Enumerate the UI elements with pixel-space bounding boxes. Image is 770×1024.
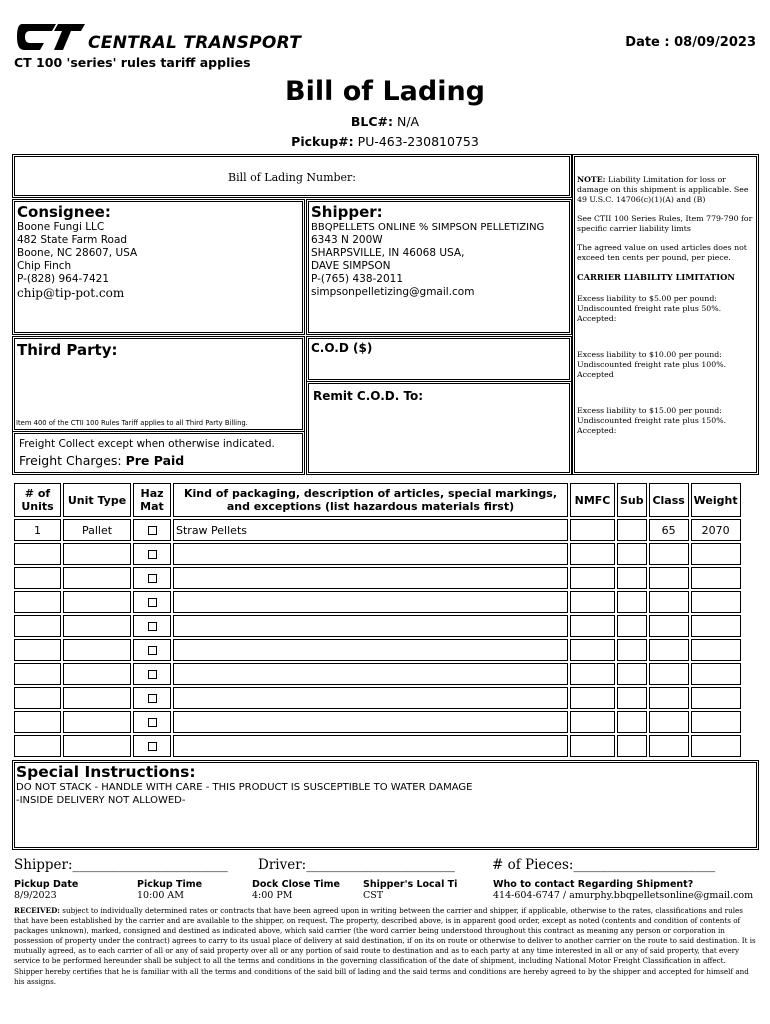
liability-note-label: NOTE: bbox=[577, 175, 606, 184]
third-party-box bbox=[14, 338, 303, 430]
cell-weight bbox=[691, 567, 741, 589]
cell-units bbox=[14, 663, 61, 685]
col-unit-type: Unit Type bbox=[63, 483, 131, 517]
pickup-label: Pickup#: bbox=[291, 134, 354, 149]
cell-description bbox=[173, 639, 568, 661]
cell-unit-type bbox=[63, 615, 131, 637]
cell-unit-type bbox=[63, 735, 131, 757]
cell-hazmat bbox=[133, 687, 171, 709]
table-row bbox=[14, 639, 741, 661]
liability-agreed: The agreed value on used articles does not exceed ten cents per pound, per piece. bbox=[577, 243, 747, 262]
received-text: subject to individually determined rates or contracts that have been agreed upon in writing between the carrier and shipper, if applicable, otherwise to the rates, classifications and rules that have been established by the carrier and are available to the shipper, on request. The property, described above, is in apparent good order, except as noted (contents and condition of contents of packages unknown), marked, consigned and destined as indicated above, which said carrier (the word carrier being understood throughout this contract as meaning any person or corporation in possession of property under the contract) agrees to carry to its usual place of delivery at said destination, if on its on route or otherwise to deliver to another carrier on the route to said destination. It is mutually agreed, as to each carrier of all or any of said property over all or any portion of said route to destination and as to each party at any time interested in all or any of said property, that every service to be performed hereunder shall be subject to all the terms and conditions in the governing classification of the date of shipment, including National Motor Freight Classification in affect. Shipper hereby certifies that he is familiar with all the terms and conditions of the said bill of lading and the said terms and conditions are hereby agreed to by the shipper and accepted for himself and his assigns. bbox=[14, 906, 756, 986]
cell-sub bbox=[617, 735, 647, 757]
cell-nmfc bbox=[570, 591, 615, 613]
items-table bbox=[12, 481, 743, 759]
cell-sub bbox=[617, 615, 647, 637]
freight-box bbox=[14, 433, 303, 473]
hazmat-checkbox[interactable] bbox=[148, 622, 157, 631]
cell-weight: 2070 bbox=[691, 519, 741, 541]
cell-hazmat bbox=[133, 591, 171, 613]
liability-box bbox=[574, 156, 757, 473]
blc-label: BLC#: bbox=[350, 114, 394, 129]
cell-weight bbox=[691, 711, 741, 733]
contact-value: 414-604-6747 / amurphy.bbqpelletsonline@gmail.com bbox=[493, 890, 754, 901]
cell-unit-type bbox=[63, 687, 131, 709]
freight-collect-note: Freight Collect except when otherwise indicated. bbox=[19, 438, 275, 450]
col-weight: Weight bbox=[691, 483, 741, 517]
cell-hazmat bbox=[133, 663, 171, 685]
cell-weight bbox=[691, 615, 741, 637]
shipper-signature[interactable]: Shipper:_______________________ bbox=[14, 857, 228, 873]
special-instructions-box bbox=[14, 762, 757, 848]
cell-description bbox=[173, 543, 568, 565]
cell-units bbox=[14, 591, 61, 613]
table-row bbox=[14, 735, 741, 757]
local-time-label: Shipper's Local Ti bbox=[363, 879, 458, 890]
hazmat-checkbox[interactable] bbox=[148, 550, 157, 559]
cell-description bbox=[173, 591, 568, 613]
cell-class: 65 bbox=[649, 519, 689, 541]
cell-sub bbox=[617, 567, 647, 589]
shipper-contact: DAVE SIMPSON bbox=[311, 260, 391, 272]
consignee-email: chip@tip-pot.com bbox=[17, 286, 125, 300]
pickup-value: PU-463-230810753 bbox=[357, 134, 479, 149]
liability-rules: See CTII 100 Series Rules, Item 779-790 for specific carrier liability limts bbox=[577, 214, 753, 233]
contact-label: Who to contact Regarding Shipment? bbox=[493, 879, 694, 890]
cell-unit-type bbox=[63, 663, 131, 685]
cell-units bbox=[14, 687, 61, 709]
shipper-phone: P-(765) 438-2011 bbox=[311, 273, 404, 285]
cell-sub bbox=[617, 711, 647, 733]
liability-note-text: Liability Limitation for loss or damage on this shipment is applicable. See 49 U.S.C. 14706(c)(1)(A) and (B) bbox=[577, 175, 749, 204]
table-header-row bbox=[14, 483, 741, 517]
cod-box bbox=[308, 338, 570, 380]
table-row bbox=[14, 567, 741, 589]
cell-class bbox=[649, 615, 689, 637]
blc-number bbox=[0, 114, 770, 129]
liability-note bbox=[577, 175, 754, 205]
cell-class bbox=[649, 663, 689, 685]
cell-unit-type bbox=[63, 711, 131, 733]
cell-hazmat bbox=[133, 711, 171, 733]
cell-unit-type bbox=[63, 567, 131, 589]
cell-units: 1 bbox=[14, 519, 61, 541]
page-title: Bill of Lading bbox=[285, 76, 485, 107]
dock-close-value: 4:00 PM bbox=[252, 890, 293, 901]
cell-nmfc bbox=[570, 639, 615, 661]
third-party-title: Third Party: bbox=[17, 341, 118, 359]
cell-nmfc bbox=[570, 663, 615, 685]
cell-units bbox=[14, 735, 61, 757]
cell-nmfc bbox=[570, 687, 615, 709]
cell-nmfc bbox=[570, 543, 615, 565]
cell-description bbox=[173, 687, 568, 709]
table-row bbox=[14, 591, 741, 613]
consignee-box bbox=[14, 201, 303, 333]
cell-nmfc bbox=[570, 711, 615, 733]
cell-sub bbox=[617, 639, 647, 661]
hazmat-checkbox[interactable] bbox=[148, 526, 157, 535]
cell-description bbox=[173, 711, 568, 733]
consignee-contact: Chip Finch bbox=[17, 260, 72, 272]
cell-sub bbox=[617, 519, 647, 541]
cell-hazmat bbox=[133, 543, 171, 565]
hazmat-checkbox[interactable] bbox=[148, 646, 157, 655]
consignee-address2: Boone, NC 28607, USA bbox=[17, 247, 138, 259]
remit-cod-box bbox=[308, 383, 570, 473]
liability-tier1: Excess liability to $5.00 per pound: Undiscounted freight rate plus 50%. Accepted: bbox=[577, 294, 722, 323]
liability-tier3: Excess liability to $15.00 per pound: Undiscounted freight rate plus 150%. Accepted: bbox=[577, 406, 727, 435]
col-sub: Sub bbox=[617, 483, 647, 517]
pieces-count[interactable]: # of Pieces:_____________________ bbox=[492, 857, 716, 873]
cell-units bbox=[14, 615, 61, 637]
cell-units bbox=[14, 711, 61, 733]
table-row bbox=[14, 543, 741, 565]
consignee-phone: P-(828) 964-7421 bbox=[17, 273, 110, 285]
cell-nmfc bbox=[570, 735, 615, 757]
cell-description bbox=[173, 615, 568, 637]
freight-charges bbox=[19, 453, 184, 468]
cell-units bbox=[14, 639, 61, 661]
cell-nmfc bbox=[570, 519, 615, 541]
cell-class bbox=[649, 687, 689, 709]
cell-weight bbox=[691, 687, 741, 709]
cell-sub bbox=[617, 543, 647, 565]
cell-unit-type: Pallet bbox=[63, 519, 131, 541]
shipper-address1: 6343 N 200W bbox=[311, 234, 383, 246]
consignee-address1: 482 State Farm Road bbox=[17, 234, 128, 246]
cell-weight bbox=[691, 735, 741, 757]
bol-number-label: Bill of Lading Number: bbox=[227, 171, 357, 184]
cell-class bbox=[649, 639, 689, 661]
col-nmfc: NMFC bbox=[570, 483, 615, 517]
hazmat-checkbox[interactable] bbox=[148, 718, 157, 727]
freight-charges-label: Freight Charges: bbox=[19, 453, 122, 468]
shipper-address2: SHARPSVILLE, IN 46068 USA, bbox=[311, 247, 465, 259]
cell-hazmat bbox=[133, 639, 171, 661]
bol-number-box bbox=[14, 156, 570, 196]
table-row bbox=[14, 687, 741, 709]
cell-nmfc bbox=[570, 615, 615, 637]
hazmat-checkbox[interactable] bbox=[148, 598, 157, 607]
pickup-time-value: 10:00 AM bbox=[137, 890, 184, 901]
consignee-name: Boone Fungi LLC bbox=[17, 221, 105, 233]
freight-charges-value: Pre Paid bbox=[125, 453, 185, 468]
hazmat-checkbox[interactable] bbox=[148, 694, 157, 703]
cell-hazmat bbox=[133, 615, 171, 637]
dock-close-label: Dock Close Time bbox=[252, 879, 340, 890]
table-row bbox=[14, 519, 741, 541]
cell-hazmat bbox=[133, 519, 171, 541]
pickup-time-label: Pickup Time bbox=[137, 879, 203, 890]
cell-hazmat bbox=[133, 567, 171, 589]
hazmat-checkbox[interactable] bbox=[148, 742, 157, 751]
col-description: Kind of packaging, description of articles, special markings, and exceptions (list hazardous materials first) bbox=[173, 483, 568, 517]
received-label: RECEIVED: bbox=[14, 906, 60, 915]
pickup-date-value: 8/9/2023 bbox=[14, 890, 57, 901]
cell-weight bbox=[691, 543, 741, 565]
blc-value: N/A bbox=[397, 114, 420, 129]
special-instructions-line2: -INSIDE DELIVERY NOT ALLOWED- bbox=[16, 794, 186, 806]
shipper-title: Shipper: bbox=[311, 203, 383, 221]
driver-signature[interactable]: Driver:______________________ bbox=[258, 857, 455, 873]
document-date: Date : 08/09/2023 bbox=[625, 35, 756, 50]
cod-title: C.O.D ($) bbox=[311, 341, 373, 355]
col-class: Class bbox=[649, 483, 689, 517]
table-row bbox=[14, 663, 741, 685]
cell-unit-type bbox=[63, 543, 131, 565]
pickup-number bbox=[0, 134, 770, 149]
brand-name: CENTRAL TRANSPORT bbox=[88, 33, 302, 53]
third-party-note: Item 400 of the CTII 100 Rules Tariff applies to all Third Party Billing. bbox=[16, 419, 248, 427]
central-transport-logo bbox=[16, 22, 86, 52]
cell-unit-type bbox=[63, 639, 131, 661]
cell-weight bbox=[691, 663, 741, 685]
col-units: # of Units bbox=[14, 483, 61, 517]
table-row bbox=[14, 711, 741, 733]
shipper-box bbox=[308, 201, 570, 333]
cell-class bbox=[649, 711, 689, 733]
cell-units bbox=[14, 567, 61, 589]
cell-description bbox=[173, 735, 568, 757]
cell-nmfc bbox=[570, 567, 615, 589]
cell-weight bbox=[691, 591, 741, 613]
cell-sub bbox=[617, 687, 647, 709]
cell-unit-type bbox=[63, 591, 131, 613]
cell-units bbox=[14, 543, 61, 565]
table-row bbox=[14, 615, 741, 637]
cell-class bbox=[649, 543, 689, 565]
remit-cod-title: Remit C.O.D. To: bbox=[313, 389, 424, 403]
cell-sub bbox=[617, 591, 647, 613]
cell-description bbox=[173, 567, 568, 589]
cell-class bbox=[649, 591, 689, 613]
cell-class bbox=[649, 735, 689, 757]
hazmat-checkbox[interactable] bbox=[148, 670, 157, 679]
consignee-title: Consignee: bbox=[17, 203, 111, 221]
cell-weight bbox=[691, 639, 741, 661]
cell-description: Straw Pellets bbox=[173, 519, 568, 541]
cell-description bbox=[173, 663, 568, 685]
shipper-email: simpsonpelletizing@gmail.com bbox=[311, 286, 475, 298]
cell-hazmat bbox=[133, 735, 171, 757]
special-instructions-title: Special Instructions: bbox=[16, 763, 196, 781]
hazmat-checkbox[interactable] bbox=[148, 574, 157, 583]
cell-sub bbox=[617, 663, 647, 685]
special-instructions-line1: DO NOT STACK - HANDLE WITH CARE - THIS PRODUCT IS SUSCEPTIBLE TO WATER DAMAGE bbox=[16, 782, 473, 793]
local-time-value: CST bbox=[363, 890, 384, 901]
shipper-name: BBQPELLETS ONLINE % SIMPSON PELLETIZING bbox=[311, 222, 545, 233]
tariff-note: CT 100 'series' rules tariff applies bbox=[14, 55, 251, 70]
cell-class bbox=[649, 567, 689, 589]
received-terms bbox=[14, 906, 756, 987]
liability-tier2: Excess liability to $10.00 per pound: Undiscounted freight rate plus 100%. Accepted bbox=[577, 350, 727, 379]
col-hazmat: Haz Mat bbox=[133, 483, 171, 517]
pickup-date-label: Pickup Date bbox=[14, 879, 79, 890]
liability-title: CARRIER LIABILITY LIMITATION bbox=[577, 272, 735, 282]
